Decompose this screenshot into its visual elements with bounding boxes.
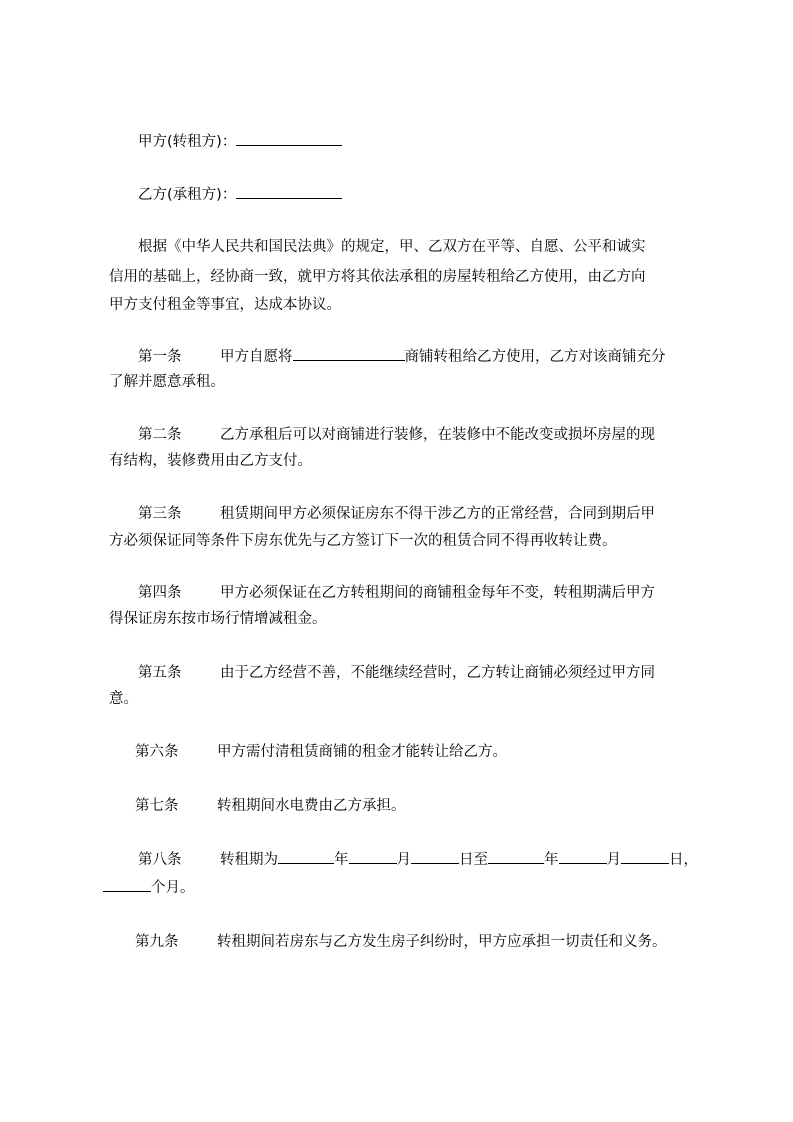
article-8-line-1 (138, 849, 698, 869)
party-a-blank (236, 131, 342, 146)
article-1-title: 第一条 (138, 349, 182, 365)
article-3-text: 租赁期间甲方必须保证房东不得干涉乙方的正常经营，合同到期后甲 (220, 506, 655, 522)
article-8-day-2: 日， (669, 852, 698, 868)
article-8-blank-year-2 (488, 849, 544, 864)
article-4-title: 第四条 (138, 585, 182, 601)
article-8-blank-months (103, 877, 151, 892)
article-9-text: 转租期间若房东与乙方发生房子纠纷时，甲方应承担一切责任和义务。 (217, 934, 667, 950)
article-8-title: 第八条 (138, 852, 182, 868)
party-b-label: 乙方(承租方)： (138, 187, 237, 203)
article-3-line-2: 方必须保证同等条件下房东优先与乙方签订下一次的租赁合同不得再收转让费。 (109, 533, 617, 549)
article-2-line-1 (138, 425, 655, 445)
article-5-text: 由于乙方经营不善，不能继续经营时，乙方转让商铺必须经过甲方同 (220, 665, 655, 681)
article-2-line-2: 有结构，装修费用由乙方支付。 (109, 453, 312, 469)
article-2-text: 乙方承租后可以对商铺进行装修，在装修中不能改变或损坏房屋的现 (220, 427, 655, 443)
article-4-line-1 (138, 583, 655, 603)
party-b-line (138, 184, 342, 204)
intro-line-3: 甲方支付租金等事宜，达成本协议。 (109, 297, 341, 313)
article-1-blank (293, 346, 405, 361)
article-7-text: 转租期间水电费由乙方承担。 (217, 798, 406, 814)
article-6-title: 第六条 (135, 744, 179, 760)
article-6-text: 甲方需付清租赁商铺的租金才能转让给乙方。 (217, 744, 507, 760)
article-5-line-2: 意。 (109, 691, 138, 707)
intro-line-2: 信用的基础上，经协商一致，就甲方将其依法承租的房屋转租给乙方使用，由乙方向 (109, 269, 646, 285)
article-8-month-2: 月 (606, 852, 621, 868)
article-1-line-1 (138, 346, 666, 366)
article-7-line-1 (135, 796, 406, 816)
article-9-line-1 (135, 932, 667, 952)
article-8-blank-month-2 (559, 849, 607, 864)
article-8-blank-month-1 (349, 849, 397, 864)
article-8-month-1: 月 (396, 852, 411, 868)
party-b-blank (236, 184, 342, 199)
article-8-line-2 (103, 877, 195, 897)
article-4-text: 甲方必须保证在乙方转租期间的商铺租金每年不变，转租期满后甲方 (220, 585, 655, 601)
article-9-title: 第九条 (135, 934, 179, 950)
article-5-title: 第五条 (138, 665, 182, 681)
article-6-line-1 (135, 742, 507, 762)
article-2-title: 第二条 (138, 427, 182, 443)
article-8-year-2: 年 (544, 852, 559, 868)
article-4-line-2: 得保证房东按市场行情增减租金。 (109, 611, 327, 627)
article-1-text-a: 甲方自愿将 (220, 349, 293, 365)
article-5-line-1 (138, 663, 655, 683)
article-8-blank-year-1 (278, 849, 334, 864)
article-8-months-suffix: 个月。 (151, 880, 195, 896)
article-3-line-1 (138, 504, 655, 524)
party-a-line (138, 131, 342, 151)
article-1-text-b: 商铺转租给乙方使用，乙方对该商铺充分 (404, 349, 666, 365)
article-8-prefix: 转租期为 (220, 852, 278, 868)
intro-line-1: 根据《中华人民共和国民法典》的规定，甲、乙双方在平等、自愿、公平和诚实 (138, 239, 646, 255)
article-8-day-to: 日至 (459, 852, 488, 868)
article-8-blank-day-2 (621, 849, 669, 864)
article-8-year-1: 年 (334, 852, 349, 868)
article-1-line-2: 了解并愿意承租。 (109, 374, 225, 390)
article-3-title: 第三条 (138, 506, 182, 522)
party-a-label: 甲方(转租方)： (138, 134, 237, 150)
article-7-title: 第七条 (135, 798, 179, 814)
article-8-blank-day-1 (411, 849, 459, 864)
